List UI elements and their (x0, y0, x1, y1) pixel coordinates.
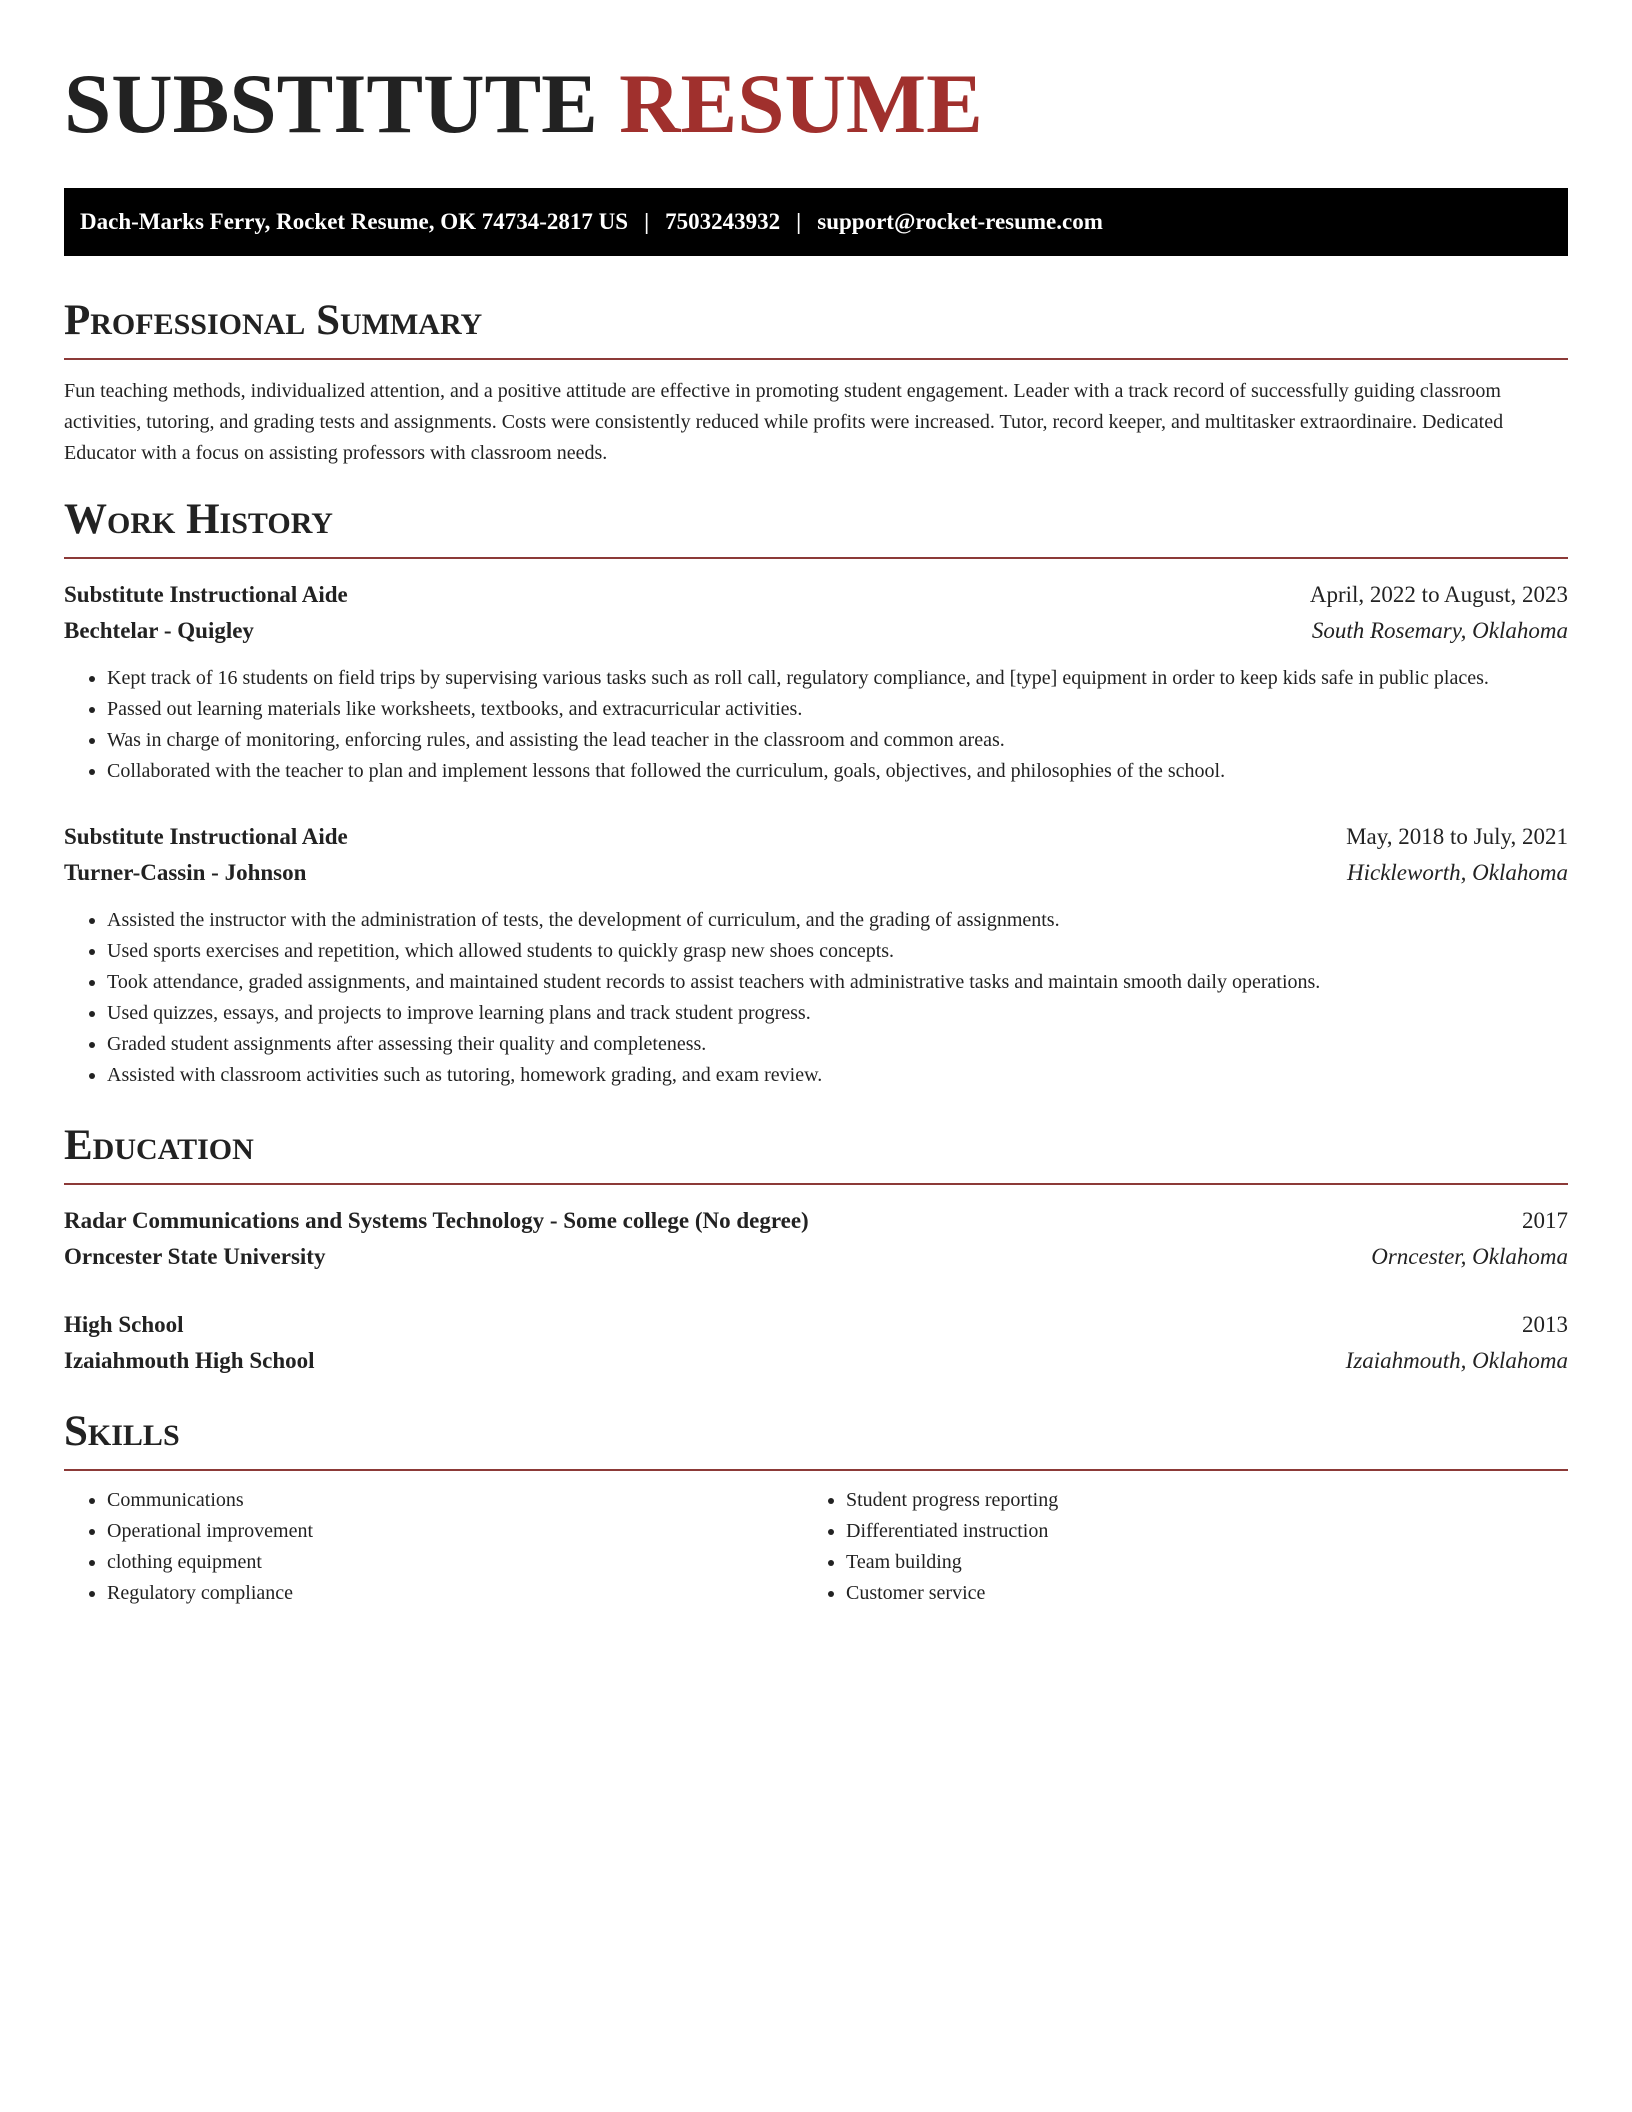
job-company: Turner-Cassin - Johnson (64, 860, 307, 885)
education-school-row (64, 1239, 1568, 1275)
list-item: • Passed out learning materials like worksheets, textbooks, and extracurricular activities. (107, 694, 1568, 725)
job-header-row (64, 577, 1568, 613)
contact-email: support@rocket-resume.com (817, 209, 1103, 234)
skills-list-right (803, 1485, 1542, 1609)
skill-item: • Customer service (846, 1578, 1542, 1609)
summary-section (64, 296, 1568, 469)
education-year: 2017 (1522, 1208, 1568, 1233)
job-location: South Rosemary, Oklahoma (1311, 618, 1568, 643)
job-title: Substitute Instructional Aide (64, 582, 348, 607)
job-entry (64, 819, 1568, 1091)
section-divider (64, 1469, 1568, 1471)
list-item: • Kept track of 16 students on field trips by supervising various tasks such as roll call, regulatory compliance, and [type] equipment in order to keep kids safe in public places. (107, 663, 1568, 694)
education-year: 2013 (1522, 1312, 1568, 1337)
section-heading-education: Education (64, 1122, 254, 1169)
contact-address: Dach-Marks Ferry, Rocket Resume, OK 74734-2817 US (80, 209, 629, 234)
list-item: • Assisted with classroom activities such as tutoring, homework grading, and exam review. (107, 1060, 1568, 1091)
list-item: • Used quizzes, essays, and projects to improve learning plans and track student progress. (107, 998, 1568, 1029)
list-item: • Assisted the instructor with the administration of tests, the development of curriculum, and the grading of assignments. (107, 905, 1568, 936)
education-degree-row (64, 1307, 1568, 1343)
education-degree: Radar Communications and Systems Technology - Some college (No degree) (64, 1208, 809, 1233)
skills-grid (64, 1485, 1568, 1609)
education-entry (64, 1203, 1568, 1275)
section-divider (64, 557, 1568, 559)
education-school: Izaiahmouth High School (64, 1348, 315, 1373)
list-item: • Collaborated with the teacher to plan and implement lessons that followed the curriculum, goals, objectives, and philosophies of the school. (107, 756, 1568, 787)
job-company: Bechtelar - Quigley (64, 618, 254, 643)
contact-bar (64, 188, 1568, 256)
section-divider (64, 1183, 1568, 1185)
education-school: Orncester State University (64, 1244, 326, 1269)
title-main: SUBSTITUTE (64, 57, 620, 151)
list-item: • Graded student assignments after assessing their quality and completeness. (107, 1029, 1568, 1060)
skill-item: • Communications (107, 1485, 803, 1516)
education-school-row (64, 1343, 1568, 1379)
skill-item: • Team building (846, 1547, 1542, 1578)
skill-item: • Regulatory compliance (107, 1578, 803, 1609)
education-location: Orncester, Oklahoma (1371, 1244, 1568, 1269)
job-location: Hickleworth, Oklahoma (1346, 860, 1568, 885)
education-section (64, 1121, 1568, 1379)
job-duties-list (64, 663, 1568, 787)
job-title: Substitute Instructional Aide (64, 824, 348, 849)
title-accent: RESUME (619, 57, 983, 151)
section-heading-summary: Professional Summary (64, 297, 483, 344)
job-duties-list (64, 905, 1568, 1091)
section-heading-work: Work History (64, 496, 333, 543)
contact-separator: | (644, 209, 650, 234)
contact-phone: 7503243932 (665, 209, 781, 234)
section-divider (64, 358, 1568, 360)
skill-item: • clothing equipment (107, 1547, 803, 1578)
job-entry (64, 577, 1568, 787)
list-item: • Took attendance, graded assignments, and maintained student records to assist teachers with administrative tasks and maintain smooth daily operations. (107, 967, 1568, 998)
list-item: • Used sports exercises and repetition, which allowed students to quickly grasp new shoes concepts. (107, 936, 1568, 967)
contact-separator: | (796, 209, 802, 234)
job-header-row (64, 819, 1568, 855)
education-entry (64, 1307, 1568, 1379)
work-history-section (64, 495, 1568, 1091)
education-degree: High School (64, 1312, 184, 1337)
job-company-row (64, 855, 1568, 891)
education-location: Izaiahmouth, Oklahoma (1345, 1348, 1568, 1373)
skill-item: • Differentiated instruction (846, 1516, 1542, 1547)
skill-item: • Operational improvement (107, 1516, 803, 1547)
summary-text: Fun teaching methods, individualized attention, and a positive attitude are effective in promoting student engagement. Leader with a track record of successfully guiding classroom activities, tutoring, and grading tests and assignments. Costs were consistently reduced while profits were increased. Tutor, record keeper, and multitasker extraordinaire. Dedicated Educator with a focus on assisting professors with classroom needs. (64, 380, 1504, 464)
skills-list-left (64, 1485, 803, 1609)
skills-section (64, 1407, 1568, 1609)
job-company-row (64, 613, 1568, 649)
skill-item: • Student progress reporting (846, 1485, 1542, 1516)
job-dates: April, 2022 to August, 2023 (1309, 582, 1568, 607)
job-dates: May, 2018 to July, 2021 (1346, 824, 1568, 849)
education-degree-row (64, 1203, 1568, 1239)
list-item: • Was in charge of monitoring, enforcing rules, and assisting the lead teacher in the classroom and common areas. (107, 725, 1568, 756)
section-heading-skills: Skills (64, 1408, 180, 1455)
resume-title (64, 56, 1568, 152)
